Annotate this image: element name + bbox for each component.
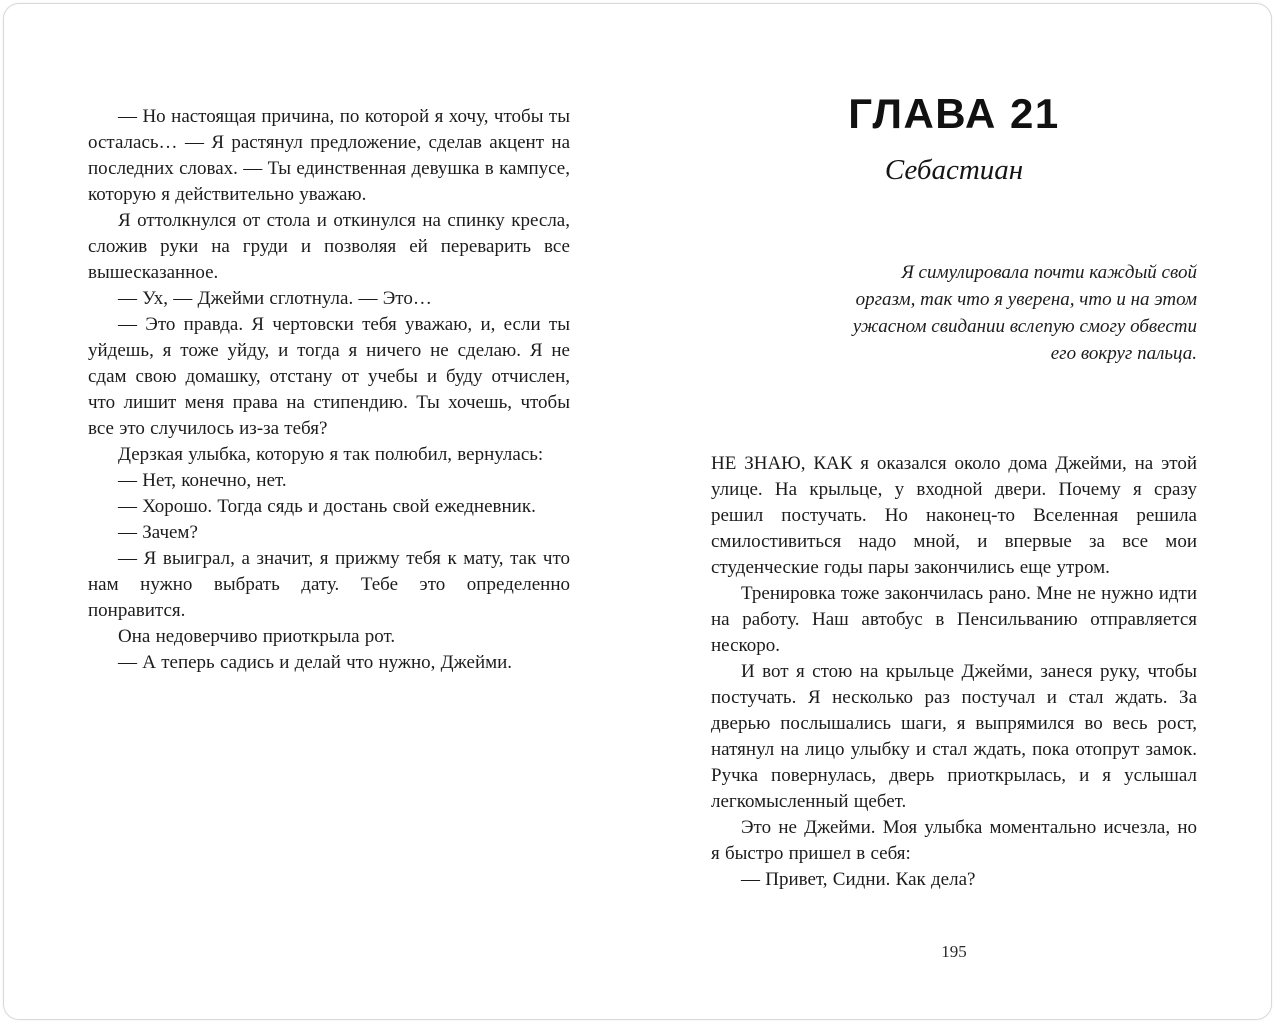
chapter-body [711,451,1197,893]
body-paragraph: — Привет, Сидни. Как дела? [741,869,976,890]
body-paragraph: Я оттолкнулся от стола и откинулся на спинку кресла, сложив руки на груди и позволяя ей переварить все вышесказанное. [88,210,570,283]
body-paragraph: — Зачем? [118,522,198,543]
chapter-subtitle: Себастиан [884,154,1024,186]
body-paragraph: — А теперь садись и делай что нужно, Джейми. [118,652,513,673]
epigraph: Я симулировала почти каждый свой оргазм, так что я уверена, что и на этом ужасном свидании вслепую смогу обвести его вокруг пальца. [852,262,1197,364]
body-paragraph: Она недоверчиво приоткрыла рот. [118,626,396,647]
body-paragraph: — Я выиграл, а значит, я прижму тебя к мату, так что нам нужно выбрать дату. Тебе это определенно понравится. [88,548,570,621]
body-paragraph: И вот я стою на крыльце Джейми, занеся руку, чтобы постучать. Я несколько раз постучал и стал ждать. За дверью послышались шаги, я выпрямился во весь рост, натянул на лицо улыбку и стал ждать, пока отопрут замок. Ручка повернулась, дверь приоткрылась, и я услышал легкомысленный щебет. [711,661,1197,812]
left-page [88,104,570,676]
body-paragraph: — Это правда. Я чертовски тебя уважаю, и, если ты уйдешь, я тоже уйду, и тогда я ничего не сделаю. Я не сдам свою домашку, отстану от учебы и буду отчислен, что лишит меня права на стипендию. Ты хочешь, чтобы все это случилось из-за тебя? [88,314,570,439]
body-paragraph: — Но настоящая причина, по которой я хочу, чтобы ты осталась… — Я растянул предложение, сделав акцент на последних словах. — Ты единственная девушка в кампусе, которую я действительно уважаю. [88,106,570,205]
body-paragraph: НЕ ЗНАЮ, КАК я оказался около дома Джейми, на этой улице. На крыльце, у входной двери. Почему я сразу решил постучать. Но наконец-то Вселенная решила смилостивиться надо мной, и впервые за все мои студенческие годы пары закончились еще утром. [711,453,1197,578]
body-paragraph: Это не Джейми. Моя улыбка моментально исчезла, но я быстро пришел в себя: [711,817,1197,864]
body-paragraph: Дерзкая улыбка, которую я так полюбил, вернулась: [118,444,544,465]
right-page [711,90,1197,893]
book-spread [3,3,1272,1020]
chapter-title: ГЛАВА 21 [848,90,1060,137]
body-paragraph: — Нет, конечно, нет. [118,470,287,491]
body-paragraph: — Ух, — Джейми сглотнула. — Это… [118,288,432,309]
body-paragraph: Тренировка тоже закончилась рано. Мне не нужно идти на работу. Наш автобус в Пенсильванию отправляется нескоро. [711,583,1197,656]
body-paragraph: — Хорошо. Тогда сядь и достань свой ежедневник. [118,496,536,517]
page-number: 195 [941,942,967,961]
